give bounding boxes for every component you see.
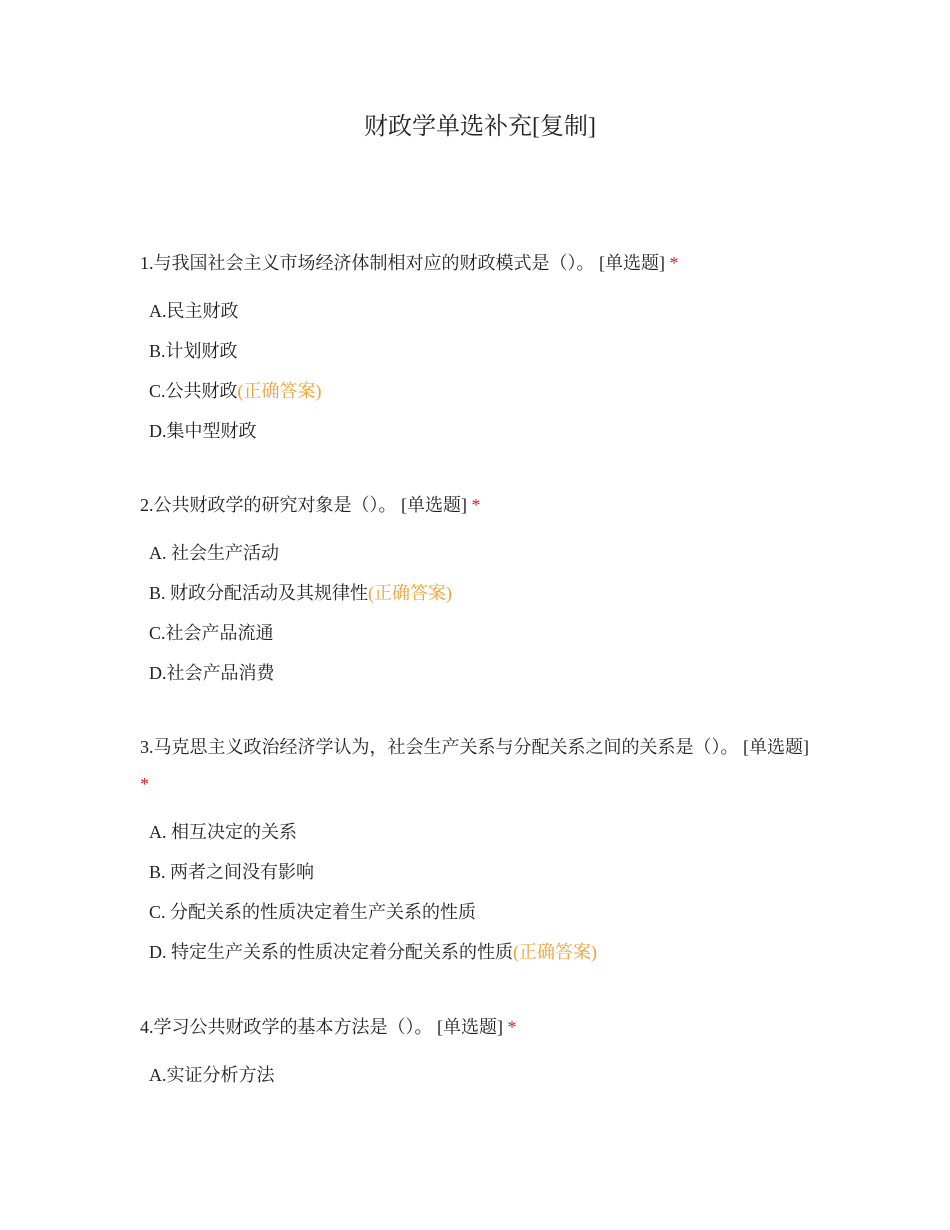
option-list [140, 533, 810, 693]
page-title: 财政学单选补充[复制] [364, 114, 596, 140]
option-a [149, 291, 810, 331]
option-c [149, 892, 810, 932]
question-text: 4.学习公共财政学的基本方法是（）。 [140, 1017, 433, 1037]
option-b [149, 331, 810, 371]
option-text: B. 财政分配活动及其规律性 [149, 583, 369, 603]
correct-answer-mark: (正确答案) [237, 381, 322, 401]
correct-answer-mark: (正确答案) [368, 583, 453, 603]
question-stem [140, 1009, 810, 1046]
option-text: D.社会产品消费 [149, 663, 275, 683]
question-type-tag: [单选题] [401, 495, 467, 515]
option-d [149, 932, 810, 972]
question-type-tag: [单选题] [743, 737, 809, 757]
question-1 [140, 245, 810, 451]
question-type-tag: [单选题] [437, 1017, 503, 1037]
required-mark: * [669, 253, 679, 273]
question-stem [140, 729, 810, 803]
required-mark: * [471, 495, 481, 515]
question-text: 3.马克思主义政治经济学认为，社会生产关系与分配关系之间的关系是（）。 [140, 737, 739, 757]
question-type-tag: [单选题] [599, 253, 665, 273]
option-c [149, 613, 810, 653]
option-text: A.实证分析方法 [149, 1065, 275, 1085]
option-text: C.社会产品流通 [149, 623, 274, 643]
option-text: B.计划财政 [149, 341, 238, 361]
option-b [149, 573, 810, 613]
option-a [149, 533, 810, 573]
required-mark: * [140, 774, 149, 794]
option-text: A. 相互决定的关系 [149, 822, 297, 842]
option-list [140, 1055, 810, 1095]
question-3 [140, 729, 810, 972]
option-text: C. 分配关系的性质决定着生产关系的性质 [149, 902, 477, 922]
option-text: A. 社会生产活动 [149, 543, 279, 563]
option-d [149, 411, 810, 451]
option-text: D. 特定生产关系的性质决定着分配关系的性质 [149, 942, 513, 962]
option-c [149, 371, 810, 411]
option-a [149, 812, 810, 852]
option-text: A.民主财政 [149, 301, 239, 321]
option-text: D.集中型财政 [149, 421, 257, 441]
question-2 [140, 487, 810, 693]
option-a [149, 1055, 810, 1095]
option-b [149, 852, 810, 892]
option-d [149, 653, 810, 693]
question-text: 2.公共财政学的研究对象是（）。 [140, 495, 397, 515]
question-4 [140, 1009, 810, 1095]
correct-answer-mark: (正确答案) [513, 942, 597, 962]
option-text: C.公共财政 [149, 381, 238, 401]
option-list [140, 812, 810, 972]
question-text: 1.与我国社会主义市场经济体制相对应的财政模式是（）。 [140, 253, 595, 273]
option-text: B. 两者之间没有影响 [149, 862, 315, 882]
question-stem [140, 245, 810, 282]
required-mark: * [507, 1017, 517, 1037]
option-list [140, 291, 810, 451]
question-stem [140, 487, 810, 524]
